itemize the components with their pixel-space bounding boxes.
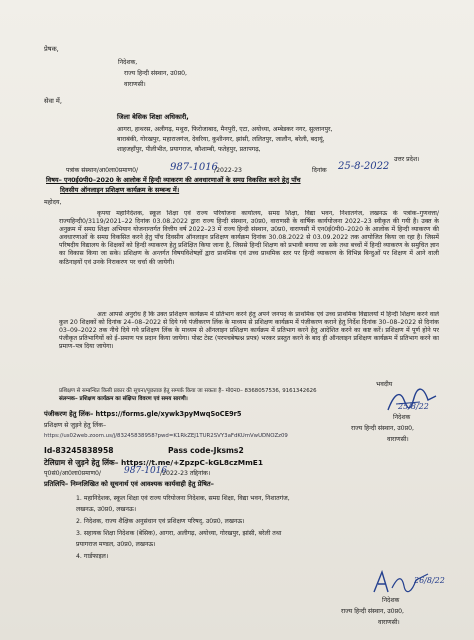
copy-list-item: लखनऊ, उ0प्र0, लखनऊ। [76, 506, 137, 513]
copy-letter-number-suffix: /2022-23 तद्दिनांक। [160, 470, 211, 477]
signature-2-date: 26/8/22 [414, 576, 445, 585]
signature-1-date: 25/8/22 [398, 402, 429, 411]
letter-number-suffix: /2022-23 [214, 167, 242, 174]
signature-1-title: निदेशक [393, 414, 411, 421]
enclosure-note: संलग्नक– प्रशिक्षण कार्यक्रम का संक्षिप्त विवरण एवं समय सारणी। [59, 396, 188, 402]
registration-link[interactable]: पंजीकरण हेतु लिंक– https://forms.gle/xywk3pyMwqSoCE9r5 [44, 410, 242, 418]
sender-institute: राज्य हिन्दी संस्थान, उ0प्र0, [124, 70, 188, 77]
zoom-meeting-link[interactable]: https://us02web.zoom.us/j/83245838958?pwd=K1RkZEJ1TUR2SVY3aFdKUmVwUDNOZz09 [44, 433, 288, 439]
copy-list-item: प्रयागराज मण्डल, उ0प्र0, लखनऊ। [76, 541, 156, 548]
copy-letter-number-prefix: पृ0सं0/आ0ला0प्रमाण0/ [44, 470, 101, 477]
copy-list-item: 4. गार्डफाइल। [76, 553, 109, 560]
copy-list-item: 1. महानिदेशक, स्कूल शिक्षा एवं राज्य परियोजना निदेशक, समग्र शिक्षा, विद्या भवन, निशातगंज, [76, 495, 290, 502]
recipient-title: जिला बेसिक शिक्षा अधिकारी, [117, 113, 189, 121]
copy-list-item: 3. सहायक शिक्षा निदेशक (बेसिक), आगरा, अलीगढ़, अयोध्या, गोरखपुर, झांसी, बरेली तथा [76, 530, 282, 537]
join-link-label: प्रशिक्षण से जुड़ने हेतु लिंक– [44, 422, 107, 429]
sender-title: निदेशक, [118, 59, 138, 66]
meeting-id: Id-83245838958 [44, 446, 114, 455]
copy-list-item: 2. निदेशक, राज्य शैक्षिक अनुसंधान एवं प्रशिक्षण परिषद्, उ0प्र0, लखनऊ। [76, 518, 245, 525]
letter-number-handwritten: 987-1016 [170, 162, 218, 173]
copy-list-heading: प्रतिलिपि– निम्नलिखित को सूचनार्थ एवं आवश्यक कार्यवाही हेतु प्रेषित– [44, 480, 214, 488]
recipient-districts-3: शाहजहाँपुर, पीलीभीत, प्रयागराज, कौशाम्बी, फतेहपुर, प्रतापगढ़, [117, 146, 261, 153]
body-paragraph-2: अतः आपसे अनुरोध है कि उक्त प्रशिक्षण कार्यक्रम में प्रतिभाग करने हेतु अपने जनपद के प्राथमिक एवं उच्च प्राथमिक विद्यालयों में हिन्दी शिक्षण करने वाले कुल 20 शिक्षकों को दिनांक 24–08–2022 से दिये गये पंजीकरण लिंक के माध्यम से प्रशिक्षण कार्यक्रम में पंजीकरण कराने हेतु निर्देश दिनांक 30–08–2022 से दिनांक 03–09–2022 तक नीचे दिये गये प्रशिक्षण लिंक के माध्यम से ऑनलाइन प्रशिक्षण कार्यक्रम में प्रतिभाग करने हेतु आदेशित करने का कष्ट करें। प्रशिक्षण में पूर्ण होने पर पंजीकृत प्रतिभागियों को ई–प्रमाण पत्र प्रदान किया जायेगा। पोस्ट टेस्ट (परपचबेष्प्रश्न प्रपत्र) भरकर प्रस्तुत करने के बाद ही ऑनलाइन प्रशिक्षण कार्यक्रम में प्रतिभाग करने का प्रमाण–पत्र दिया जायेगा। [59, 311, 439, 351]
body-paragraph-1: कृपया महानिदेशक, स्कूल शिक्षा एवं राज्य परियोजना कार्यालय, समग्र शिक्षा, विद्या भवन, निशातगंज, लखनऊ के पत्रांक–गुणवत्ता/राज्यहिन्दी0/3119/2021–22 दिनांक 03.08.2022 द्वारा राज्य हिन्दी संस्थान, उ0प्र0, वाराणसी के वार्षिक कार्ययोजना 2022–23 स्वीकृत की गयी है। उक्त के अनुक्रम में समग्र शिक्षा अभियान योजनान्तर्गत वित्तीय वर्ष 2022–23 में राज्य हिन्दी संस्थान, उ0प्र0, वाराणसी में एन0ई0पी0–2020 के आलोक में हिन्दी व्याकरण की अवधारणाओं के समग्र विकसित करने हेतु पाँच दिवसीय ऑनलाइन प्रशिक्षण कार्यक्रम दिनांक 30.08.2022 से 03.09.2022 तक आयोजित किया जा रहा है। जिसमें परिषदीय विद्यालय के शिक्षकों को हिन्दी व्याकरण हेतु प्रशिक्षित किया जाना है, जिससे हिन्दी शिक्षण को प्रभावी बनाया जा सके तथा बच्चों में हिन्दी व्याकरण के समुचित ज्ञान का विकास किया जा सके। प्रशिक्षण के अन्तर्गत विषयविशेषज्ञों द्वारा प्राथमिक एवं उच्च प्राथमिक स्तर पर हिन्दी व्याकरण के विभिन्न बिन्दुओं पर शिक्षण में आने वाली कठिनाइयों एवं उनके निराकरण पर चर्चा की जायेगी। [59, 210, 439, 266]
telegram-link[interactable]: टेलिग्राम से जुड़ने हेतु लिंक– https://t.me/+ZpzpC-kGL8czMmE1 [44, 458, 263, 467]
handwritten-signature-1 [384, 386, 444, 416]
signature-1-city: वाराणसी। [387, 436, 409, 443]
subject-line-2: दिवसीय ऑनलाइन प्रशिक्षण कार्यक्रम के सम्बन्ध में। [60, 186, 180, 194]
sender-city: वाराणसी। [124, 81, 146, 88]
contact-note: प्रशिक्षण से सम्बन्धित किसी प्रकार की सूचना/पूछताछ हेतु सम्पर्क किया जा सकता है– मो0न0– 8368057536, 9161342626 [59, 388, 317, 394]
recipient-state: उत्तर प्रदेश। [394, 156, 420, 163]
letter-date-label: दिनांक [312, 167, 327, 174]
signature-1-institute: राज्य हिन्दी संस्थान, उ0प्र0, [351, 425, 415, 432]
salutation: महोदय, [44, 199, 62, 206]
letter-date-handwritten: 25-8-2022 [338, 161, 390, 172]
recipient-label: सेवा में, [44, 97, 62, 105]
sender-label: प्रेषक, [44, 45, 59, 53]
signature-closing: भवदीय [376, 381, 393, 388]
copy-letter-number-handwritten: 987-1016 [124, 466, 168, 476]
recipient-districts-1: आगरा, हाथरस, अलीगढ़, मथुरा, फिरोजाबाद, मैनपुरी, एटा, अयोध्या, अम्बेडकर नगर, सुल्तानपुर, [117, 126, 333, 133]
meeting-pass-code: Pass code-Jksms2 [168, 446, 244, 455]
recipient-districts-2: बाराबंकी, गोरखपुर, महाराजगंज, देवरिया, कुशीनगर, झांसी, ललितपुर, जालौन, बरेली, बदायूं, [117, 136, 325, 143]
signature-2-title: निदेशक [382, 597, 400, 604]
signature-2-city: वाराणसी। [378, 619, 400, 626]
signature-2-institute: राज्य हिन्दी संस्थान, उ0प्र0, [341, 608, 405, 615]
subject-line-1: विषय– एन0ई0पी0–2020 के आलोक में हिन्दी व्याकरण की अवधारणाओं के समग्र विकसित करने हेतु पाँच [46, 176, 301, 184]
letter-number-prefix: पत्रांक संस्थान/आ0ला0प्रमाण0/ [66, 167, 139, 174]
